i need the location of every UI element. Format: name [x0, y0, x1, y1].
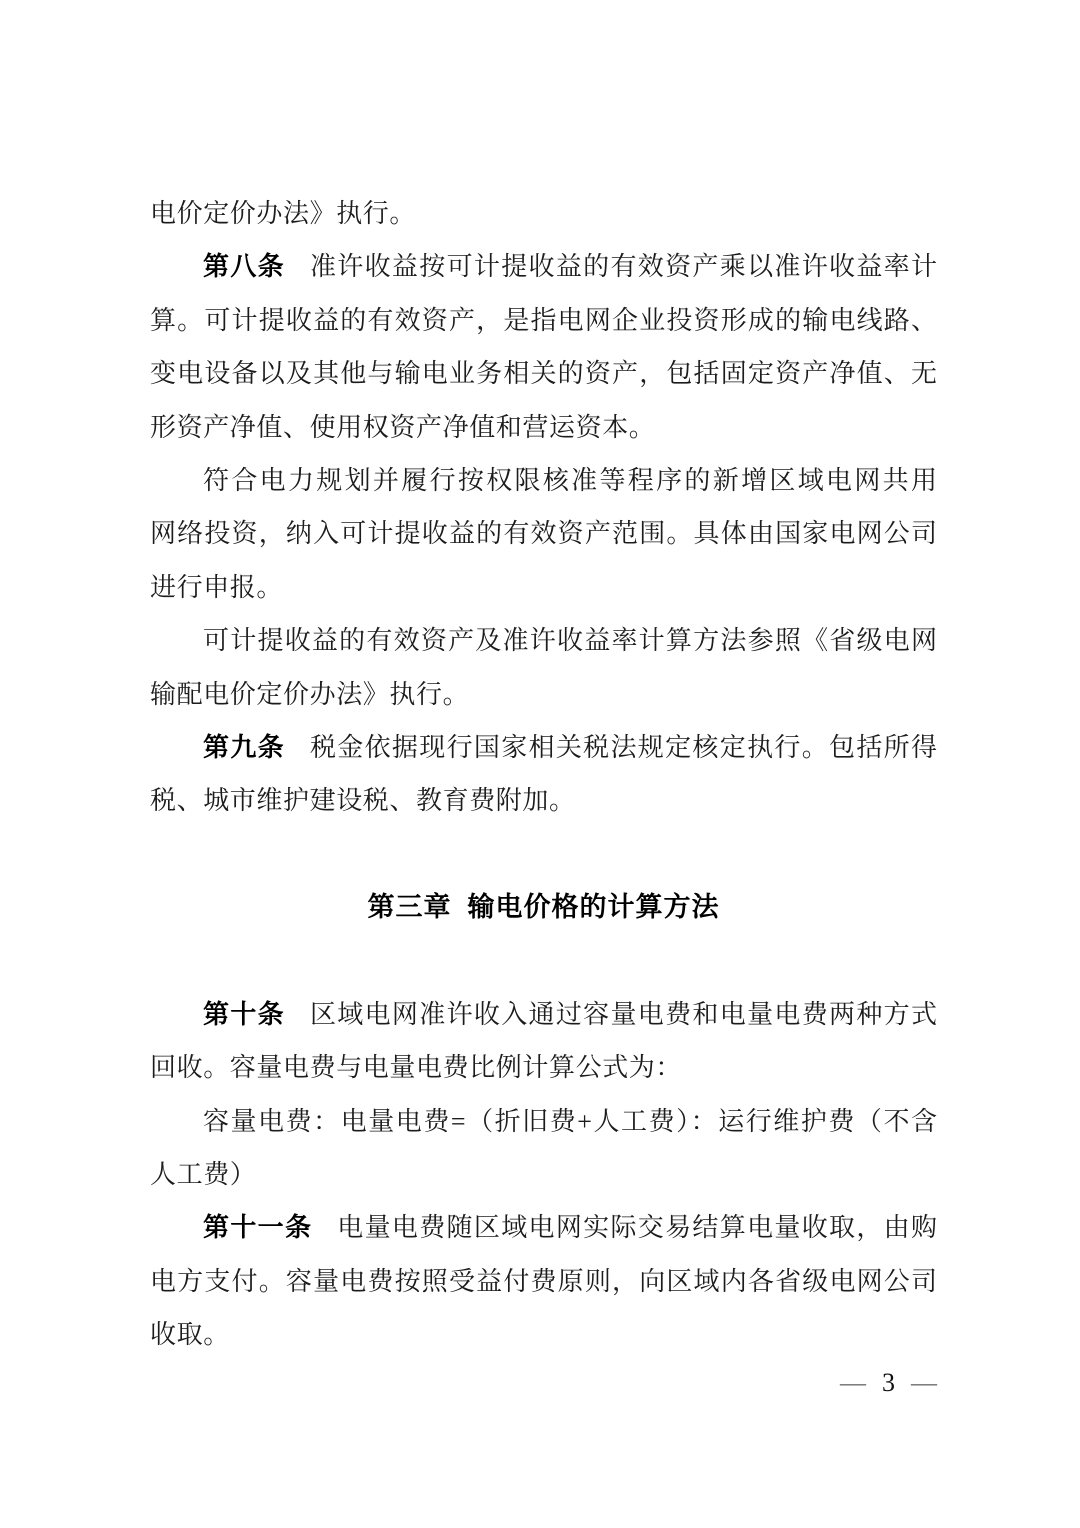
text-line — [150, 454, 937, 507]
page-number-right-dash: — — [911, 1368, 937, 1397]
line-text: 形资产净值、使用权资产净值和营运资本。 — [150, 412, 656, 442]
line-text: 区域电网准许收入通过容量电费和电量电费两种方式 — [309, 999, 937, 1029]
text-line-formula — [150, 1095, 937, 1148]
line-text: 电方支付。容量电费按照受益付费原则，向区域内各省级电网公司 — [150, 1266, 937, 1296]
text-line-article-11 — [150, 1201, 937, 1254]
text-line — [150, 187, 937, 240]
article-term: 第十一条 — [203, 1212, 313, 1243]
line-text: 容量电费：电量电费=（折旧费+人工费）：运行维护费（不含 — [203, 1106, 937, 1136]
text-line — [150, 668, 937, 721]
text-line — [150, 294, 937, 347]
text-line-article-8 — [150, 240, 937, 293]
line-text: 准许收益按可计提收益的有效资产乘以准许收益率计 — [309, 252, 937, 282]
line-text: 输配电价定价办法》执行。 — [150, 679, 470, 709]
blank-line — [150, 934, 937, 987]
line-text: 算。可计提收益的有效资产，是指电网企业投资形成的输电线路、 — [150, 305, 937, 335]
line-text: 电价定价办法》执行。 — [150, 199, 417, 228]
line-text: 符合电力规划并履行按权限核准等程序的新增区域电网共用 — [203, 465, 937, 495]
chapter-title: 输电价格的计算方法 — [467, 892, 720, 923]
chapter-heading — [150, 881, 937, 934]
article-term: 第九条 — [203, 731, 285, 762]
line-text: 人工费） — [150, 1160, 257, 1190]
text-line — [150, 1308, 937, 1361]
line-text: 税、城市维护建设税、教育费附加。 — [150, 786, 576, 816]
page-number-value: 3 — [882, 1368, 895, 1397]
text-line — [150, 1041, 937, 1094]
line-text: 可计提收益的有效资产及准许收益率计算方法参照《省级电网 — [203, 626, 937, 656]
text-line-article-10 — [150, 988, 937, 1041]
text-line — [150, 347, 937, 400]
line-text: 电量电费随区域电网实际交易结算电量收取，由购 — [337, 1213, 937, 1243]
text-line-article-9 — [150, 721, 937, 774]
line-text: 回收。容量电费与电量电费比例计算公式为： — [150, 1053, 683, 1083]
article-term: 第八条 — [203, 251, 285, 282]
blank-line — [150, 828, 937, 881]
text-line — [150, 507, 937, 560]
text-line — [150, 614, 937, 667]
page-number-left-dash: — — [840, 1368, 866, 1397]
page-number — [840, 1356, 937, 1409]
text-line — [150, 1255, 937, 1308]
chapter-number: 第三章 — [367, 892, 452, 923]
line-text: 变电设备以及其他与输电业务相关的资产，包括固定资产净值、无 — [150, 359, 937, 389]
text-line — [150, 401, 937, 454]
text-line — [150, 561, 937, 614]
line-text: 收取。 — [150, 1320, 230, 1350]
article-term: 第十条 — [203, 998, 285, 1029]
text-line — [150, 774, 937, 827]
line-text: 进行申报。 — [150, 572, 284, 602]
text-line — [150, 1148, 937, 1201]
line-text: 网络投资，纳入可计提收益的有效资产范围。具体由国家电网公司 — [150, 519, 937, 549]
line-text: 税金依据现行国家相关税法规定核定执行。包括所得 — [309, 732, 937, 762]
document-body — [150, 187, 937, 1362]
